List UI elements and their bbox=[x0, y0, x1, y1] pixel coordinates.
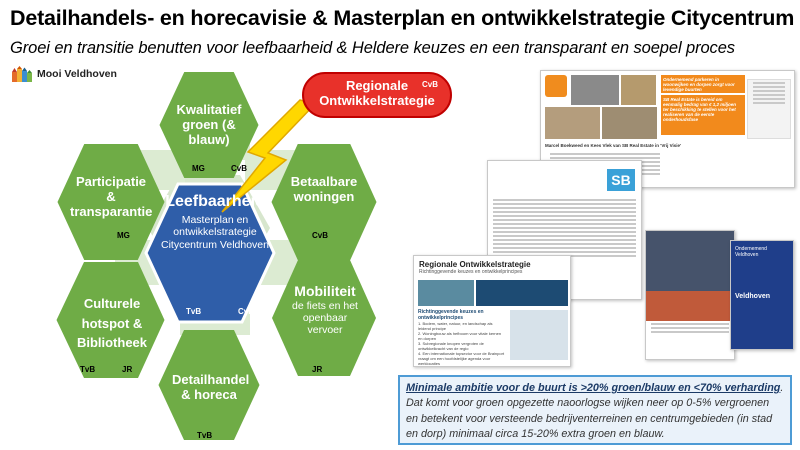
doc-c-inset bbox=[510, 310, 568, 360]
doc-c-title: Regionale Ontwikkelstrategie bbox=[419, 260, 531, 269]
brochure-photo bbox=[646, 231, 734, 291]
photo-2 bbox=[621, 75, 656, 105]
doc-c-item-1: 1. Bodem, water, natuur, en landschap als leidend principe bbox=[418, 321, 493, 331]
regional-strategy-tag: CvB bbox=[421, 80, 438, 89]
doc-e-brand: Veldhoven bbox=[735, 293, 771, 300]
doc-c-banner bbox=[476, 280, 568, 306]
doc-c-item-5 bbox=[418, 366, 506, 367]
photo-1 bbox=[571, 75, 619, 105]
doc-c-item-3: 3. Subregionale knopen vergroten de ontwikkelkracht van de regio bbox=[418, 341, 484, 351]
callout-bold: Minimale ambitie voor de buurt is >20% groen/blauw en <70% verharding bbox=[406, 382, 781, 394]
tag-cvb-right: CvB bbox=[312, 231, 329, 240]
tag-tvb-left: TvB bbox=[80, 365, 96, 374]
tag-tvb-center: TvB bbox=[186, 307, 202, 316]
hex-participatie-label: Participatie & transparantie bbox=[70, 174, 153, 219]
hex-detailhandel-label: Detailhandel & horeca bbox=[172, 372, 250, 402]
tag-cvb-top: CvB bbox=[231, 164, 248, 173]
regional-strategy-label: Regionale Ontwikkelstrategie bbox=[319, 78, 435, 108]
tag-mg-top: MG bbox=[192, 164, 205, 173]
hex-kwalitatief-groen-label: Kwalitatief groen (& blauw) bbox=[176, 102, 242, 147]
tag-jr-left: JR bbox=[122, 365, 133, 374]
orange-logo bbox=[545, 75, 567, 97]
paper-stack bbox=[747, 79, 791, 139]
tag-cvb-center: CvB bbox=[238, 307, 255, 316]
page-title: Detailhandels- en horecavisie & Masterplan en ontwikkelstrategie Citycentrum bbox=[10, 6, 795, 30]
doc-a-heading: Marcel Boekweed en Kees Vlek van SB Real Estate in 'Vrij Visie' bbox=[545, 143, 682, 148]
doc-c-item-4: 4. Een internationale topsector voor de Brainport vraagt om een hoofdstelijke agenda voor werklocaties bbox=[418, 351, 505, 366]
mobiliteit-title: Mobiliteit bbox=[294, 283, 356, 299]
highlight-2: SB Real Estate is bereid om eenmalig bedrag van € 1,2 miljoen ter beschikking te stellen voor het realiseren van de eerste onderhoudsfase bbox=[661, 95, 745, 135]
doc-e-title: Ondernemend Veldhoven bbox=[735, 246, 767, 258]
callout-text: . Dat komt voor groen opgezette naoorlogse wijken neer op 0-5% vergroenen en betekent voor versteende bedrijventerreinen en centrumgebieden (in stad en dorp) minimaal circa 15-20% extra groen en blauw. bbox=[406, 382, 784, 440]
leefbaarheid-subtitle: Masterplan en ontwikkelstrategie Citycentrum Veldhoven bbox=[161, 214, 269, 251]
doc-c-subtitle: Richtinggevende keuzes en ontwikkelprincipes bbox=[419, 269, 523, 275]
tag-jr-right: JR bbox=[312, 365, 323, 374]
highlight-1: Ondernemend parkeren in woonwijken en dorpen zorgt voor levendige buurten bbox=[661, 75, 745, 93]
sb-logo: SB bbox=[607, 169, 635, 191]
tag-tvb-bottom: TvB bbox=[197, 431, 213, 440]
hex-culturele-label: Culturele hotspot & Bibliotheek bbox=[76, 296, 148, 350]
document-brochure bbox=[645, 230, 735, 360]
regional-strategy-badge bbox=[302, 72, 452, 118]
logo-text: Mooi Veldhoven bbox=[37, 68, 117, 80]
brochure-photo-2 bbox=[646, 291, 734, 321]
page-subtitle: Groei en transitie benutten voor leefbaarheid & Heldere keuzes en een transparant en soepel proces bbox=[10, 39, 735, 57]
photo-3 bbox=[545, 107, 600, 139]
leefbaarheid-title: Leefbaarheid bbox=[165, 193, 265, 210]
tag-mg-left: MG bbox=[117, 231, 130, 240]
photo-4 bbox=[602, 107, 657, 139]
doc-c-item-2: 2. Woningbouw als hefboom voor vitale kernen en dorpen bbox=[418, 331, 502, 341]
doc-c-photo bbox=[418, 280, 474, 306]
mobiliteit-subtitle: de fiets en het openbaar vervoer bbox=[292, 300, 358, 337]
document-regionale-ontwikkelstrategie bbox=[413, 255, 571, 367]
doc-c-list-title: Richtinggevende keuzes en ontwikkelprincipes bbox=[418, 309, 484, 321]
ambition-callout bbox=[398, 375, 792, 445]
document-veldhoven bbox=[730, 240, 794, 350]
hex-betaalbare-label: Betaalbare woningen bbox=[290, 174, 358, 204]
